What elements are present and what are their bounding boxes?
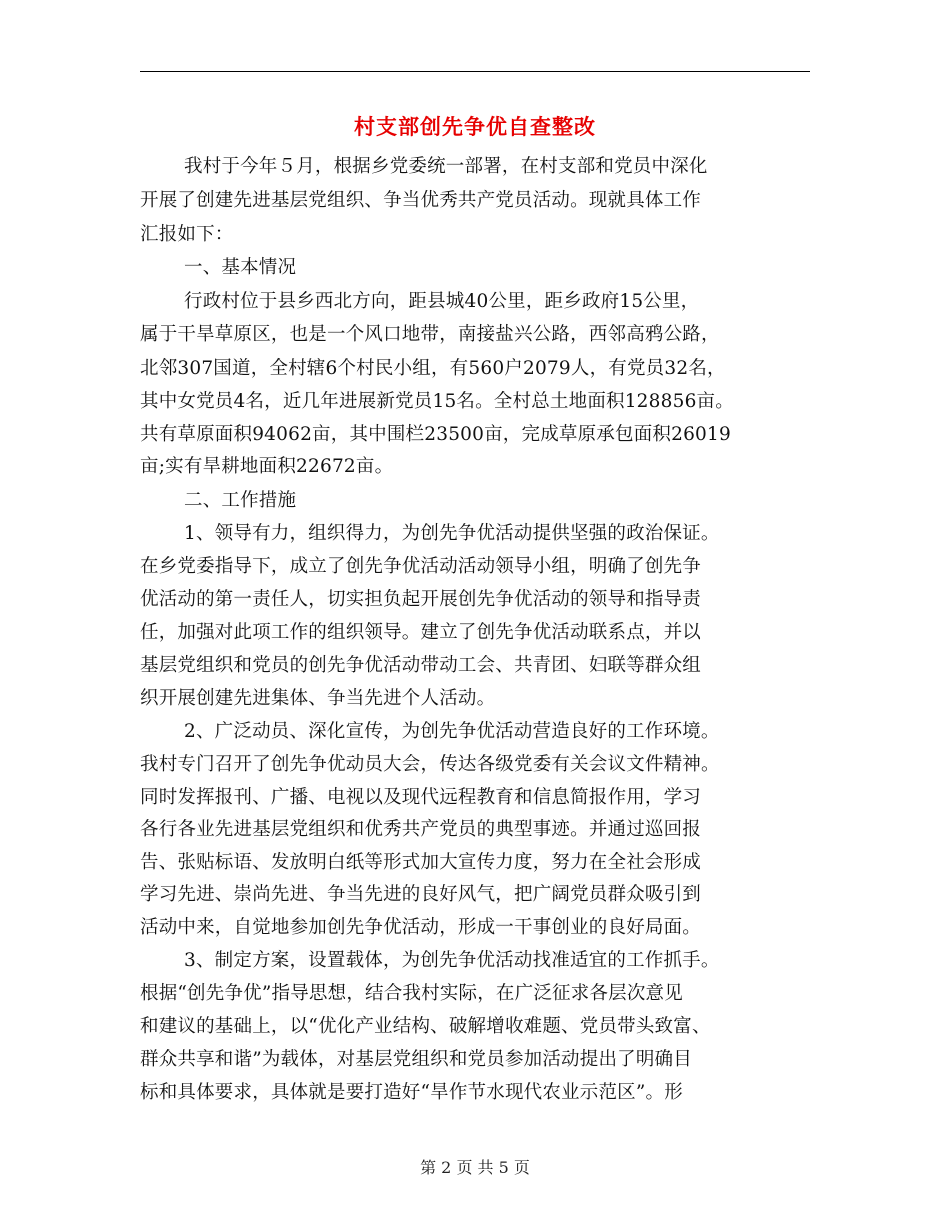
body-line: 行政村位于县乡西北方向，距县城40公里，距乡政府15公里， (184, 291, 700, 312)
body-line: 活动中来，自觉地参加创先争优活动，形成一干事创业的良好局面。 (140, 917, 702, 938)
body-line: 亩;实有旱耕地面积22672亩。 (140, 456, 394, 477)
body-line: 和建议的基础上，以“优化产业结构、破解增收难题、党员带头致富、 (140, 1016, 711, 1037)
body-line: 汇报如下： (140, 224, 234, 245)
header-rule (140, 71, 810, 72)
body-line: 同时发挥报刊、广播、电视以及现代远程教育和信息简报作用，学习 (140, 787, 702, 808)
body-line: 我村于今年５月，根据乡党委统一部署，在村支部和党员中深化 (184, 156, 708, 177)
body-line: 其中女党员4名，近几年进展新党员15名。全村总土地面积128856亩。 (140, 391, 734, 412)
body-line: 3、制定方案，设置载体，为创先争优活动找准适宜的工作抓手。 (184, 950, 720, 971)
body-line: 标和具体要求，具体就是要打造好“旱作节水现代农业示范区”。形 (140, 1082, 683, 1103)
body-line: 任，加强对此项工作的组织领导。建立了创先争优活动联系点，并以 (140, 622, 702, 643)
body-line: 北邻307国道，全村辖6个村民小组，有560户2079人，有党员32名， (140, 358, 726, 379)
body-line: 1、领导有力，组织得力，为创先争优活动提供坚强的政治保证。 (184, 523, 720, 544)
body-line: 根据“创先争优”指导思想，结合我村实际，在广泛征求各层次意见 (140, 983, 683, 1004)
body-line: 我村专门召开了创先争优动员大会，传达各级党委有关会议文件精神。 (140, 754, 720, 775)
body-line: 各行各业先进基层党组织和优秀共产党员的典型事迹。并通过巡回报 (140, 819, 702, 840)
body-line: 2、广泛动员、深化宣传，为创先争优活动营造良好的工作环境。 (184, 721, 720, 742)
section-heading: 一、基本情况 (184, 257, 297, 278)
document-title: 村支部创先争优自查整改 (354, 114, 596, 139)
body-line: 在乡党委指导下，成立了创先争优活动活动领导小组，明确了创先争 (140, 556, 702, 577)
body-line: 开展了创建先进基层党组织、争当优秀共产党员活动。现就具体工作 (140, 190, 702, 211)
body-line: 学习先进、崇尚先进、争当先进的良好风气，把广阔党员群众吸引到 (140, 884, 702, 905)
body-line: 属于干旱草原区，也是一个风口地带，南接盐兴公路，西邻高鸦公路， (140, 324, 720, 345)
body-line: 共有草原面积94062亩，其中围栏23500亩，完成草原承包面积26019 (140, 424, 731, 445)
body-line: 织开展创建先进集体、争当先进个人活动。 (140, 688, 496, 709)
section-heading: 二、工作措施 (184, 490, 297, 511)
body-line: 告、张贴标语、发放明白纸等形式加大宣传力度，努力在全社会形成 (140, 852, 702, 873)
page-footer: 第 2 页 共 5 页 (420, 1158, 530, 1177)
body-line: 基层党组织和党员的创先争优活动带动工会、共青团、妇联等群众组 (140, 655, 702, 676)
body-line: 群众共享和谐”为载体，对基层党组织和党员参加活动提出了明确目 (140, 1049, 692, 1070)
body-line: 优活动的第一责任人，切实担负起开展创先争优活动的领导和指导责 (140, 589, 702, 610)
